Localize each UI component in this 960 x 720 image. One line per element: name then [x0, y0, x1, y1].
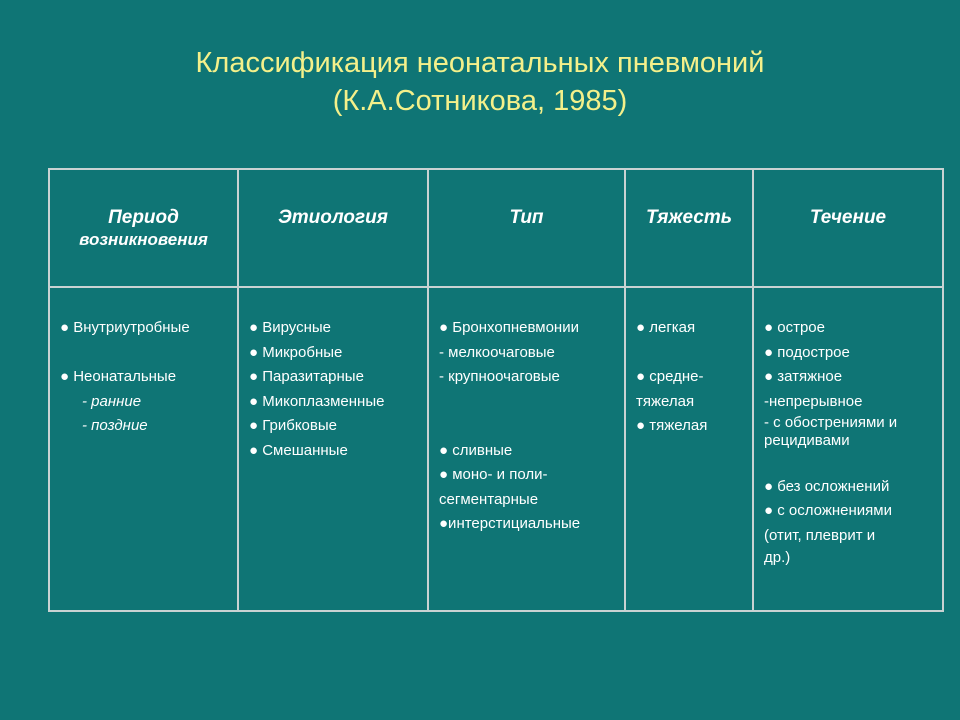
type-item-interstitial: ●интерстициальные — [439, 515, 581, 532]
etiology-item-microbial: ● Микробные — [249, 343, 343, 361]
course-subitem-exacerbations: - с обострениями и — [764, 414, 898, 431]
header-type — [428, 169, 625, 287]
course-item-with-complications: ● с осложнениями — [764, 502, 892, 519]
header-course — [753, 169, 943, 287]
type-item-confluent: ● сливные — [439, 441, 513, 459]
cell-etiology — [238, 287, 428, 611]
type-subitem-small-focal: - мелкоочаговые — [439, 343, 555, 361]
period-subitem-early: - ранние — [82, 392, 142, 410]
period-item-intrauterine: ● Внутриутробные — [60, 319, 190, 336]
title-line-2: (К.А.Сотникова, 1985) — [332, 85, 628, 117]
table-header-row — [49, 169, 943, 287]
header-period — [49, 169, 238, 287]
course-subitem-relapses: рецидивами — [764, 432, 850, 449]
severity-item-moderate: ● средне- — [636, 368, 704, 385]
period-subitem-late: - поздние — [82, 417, 148, 434]
etiology-item-mycoplasma: ● Микоплазменные — [249, 392, 385, 410]
table-body-row — [49, 287, 943, 611]
cell-severity — [625, 287, 753, 611]
etiology-item-parasitic: ● Паразитарные — [249, 368, 364, 385]
cell-period — [49, 287, 238, 611]
cell-type — [428, 287, 625, 611]
etiology-item-fungal: ● Грибковые — [249, 417, 337, 434]
course-item-complications-examples: (отит, плеврит и — [764, 526, 876, 544]
slide-title — [0, 44, 960, 120]
course-subitem-continuous: -непрерывное — [764, 392, 863, 410]
header-period-line-1: Период — [108, 207, 179, 228]
classification-table — [48, 168, 944, 612]
header-type-label: Тип — [509, 207, 544, 228]
title-line-1: Классификация неонатальных пневмоний — [195, 47, 765, 79]
course-item-protracted: ● затяжное — [764, 368, 843, 385]
header-severity-label: Тяжесть — [645, 207, 733, 228]
severity-item-severe: ● тяжелая — [636, 417, 708, 434]
etiology-item-viral: ● Вирусные — [249, 319, 332, 336]
course-item-subacute: ● подострое — [764, 343, 850, 361]
type-item-bronchopneumonia: ● Бронхопневмонии — [439, 319, 579, 336]
course-item-acute: ● острое — [764, 319, 825, 336]
severity-item-moderate-cont: тяжелая — [636, 392, 695, 410]
header-etiology — [238, 169, 428, 287]
period-item-neonatal: ● Неонатальные — [60, 368, 177, 385]
course-item-complications-examples-cont: др.) — [764, 549, 791, 566]
etiology-item-mixed: ● Смешанные — [249, 441, 348, 459]
type-item-mono-poly: ● моно- и поли- — [439, 466, 548, 483]
type-item-segmental: сегментарные — [439, 490, 539, 508]
header-etiology-label: Этиология — [278, 207, 388, 228]
header-period-line-2: возникновения — [79, 230, 208, 249]
severity-item-mild: ● легкая — [636, 319, 696, 336]
header-course-label: Течение — [809, 207, 887, 228]
header-severity — [625, 169, 753, 287]
type-subitem-large-focal: - крупноочаговые — [439, 368, 560, 385]
cell-course — [753, 287, 943, 611]
course-item-no-complications: ● без осложнений — [764, 477, 890, 495]
